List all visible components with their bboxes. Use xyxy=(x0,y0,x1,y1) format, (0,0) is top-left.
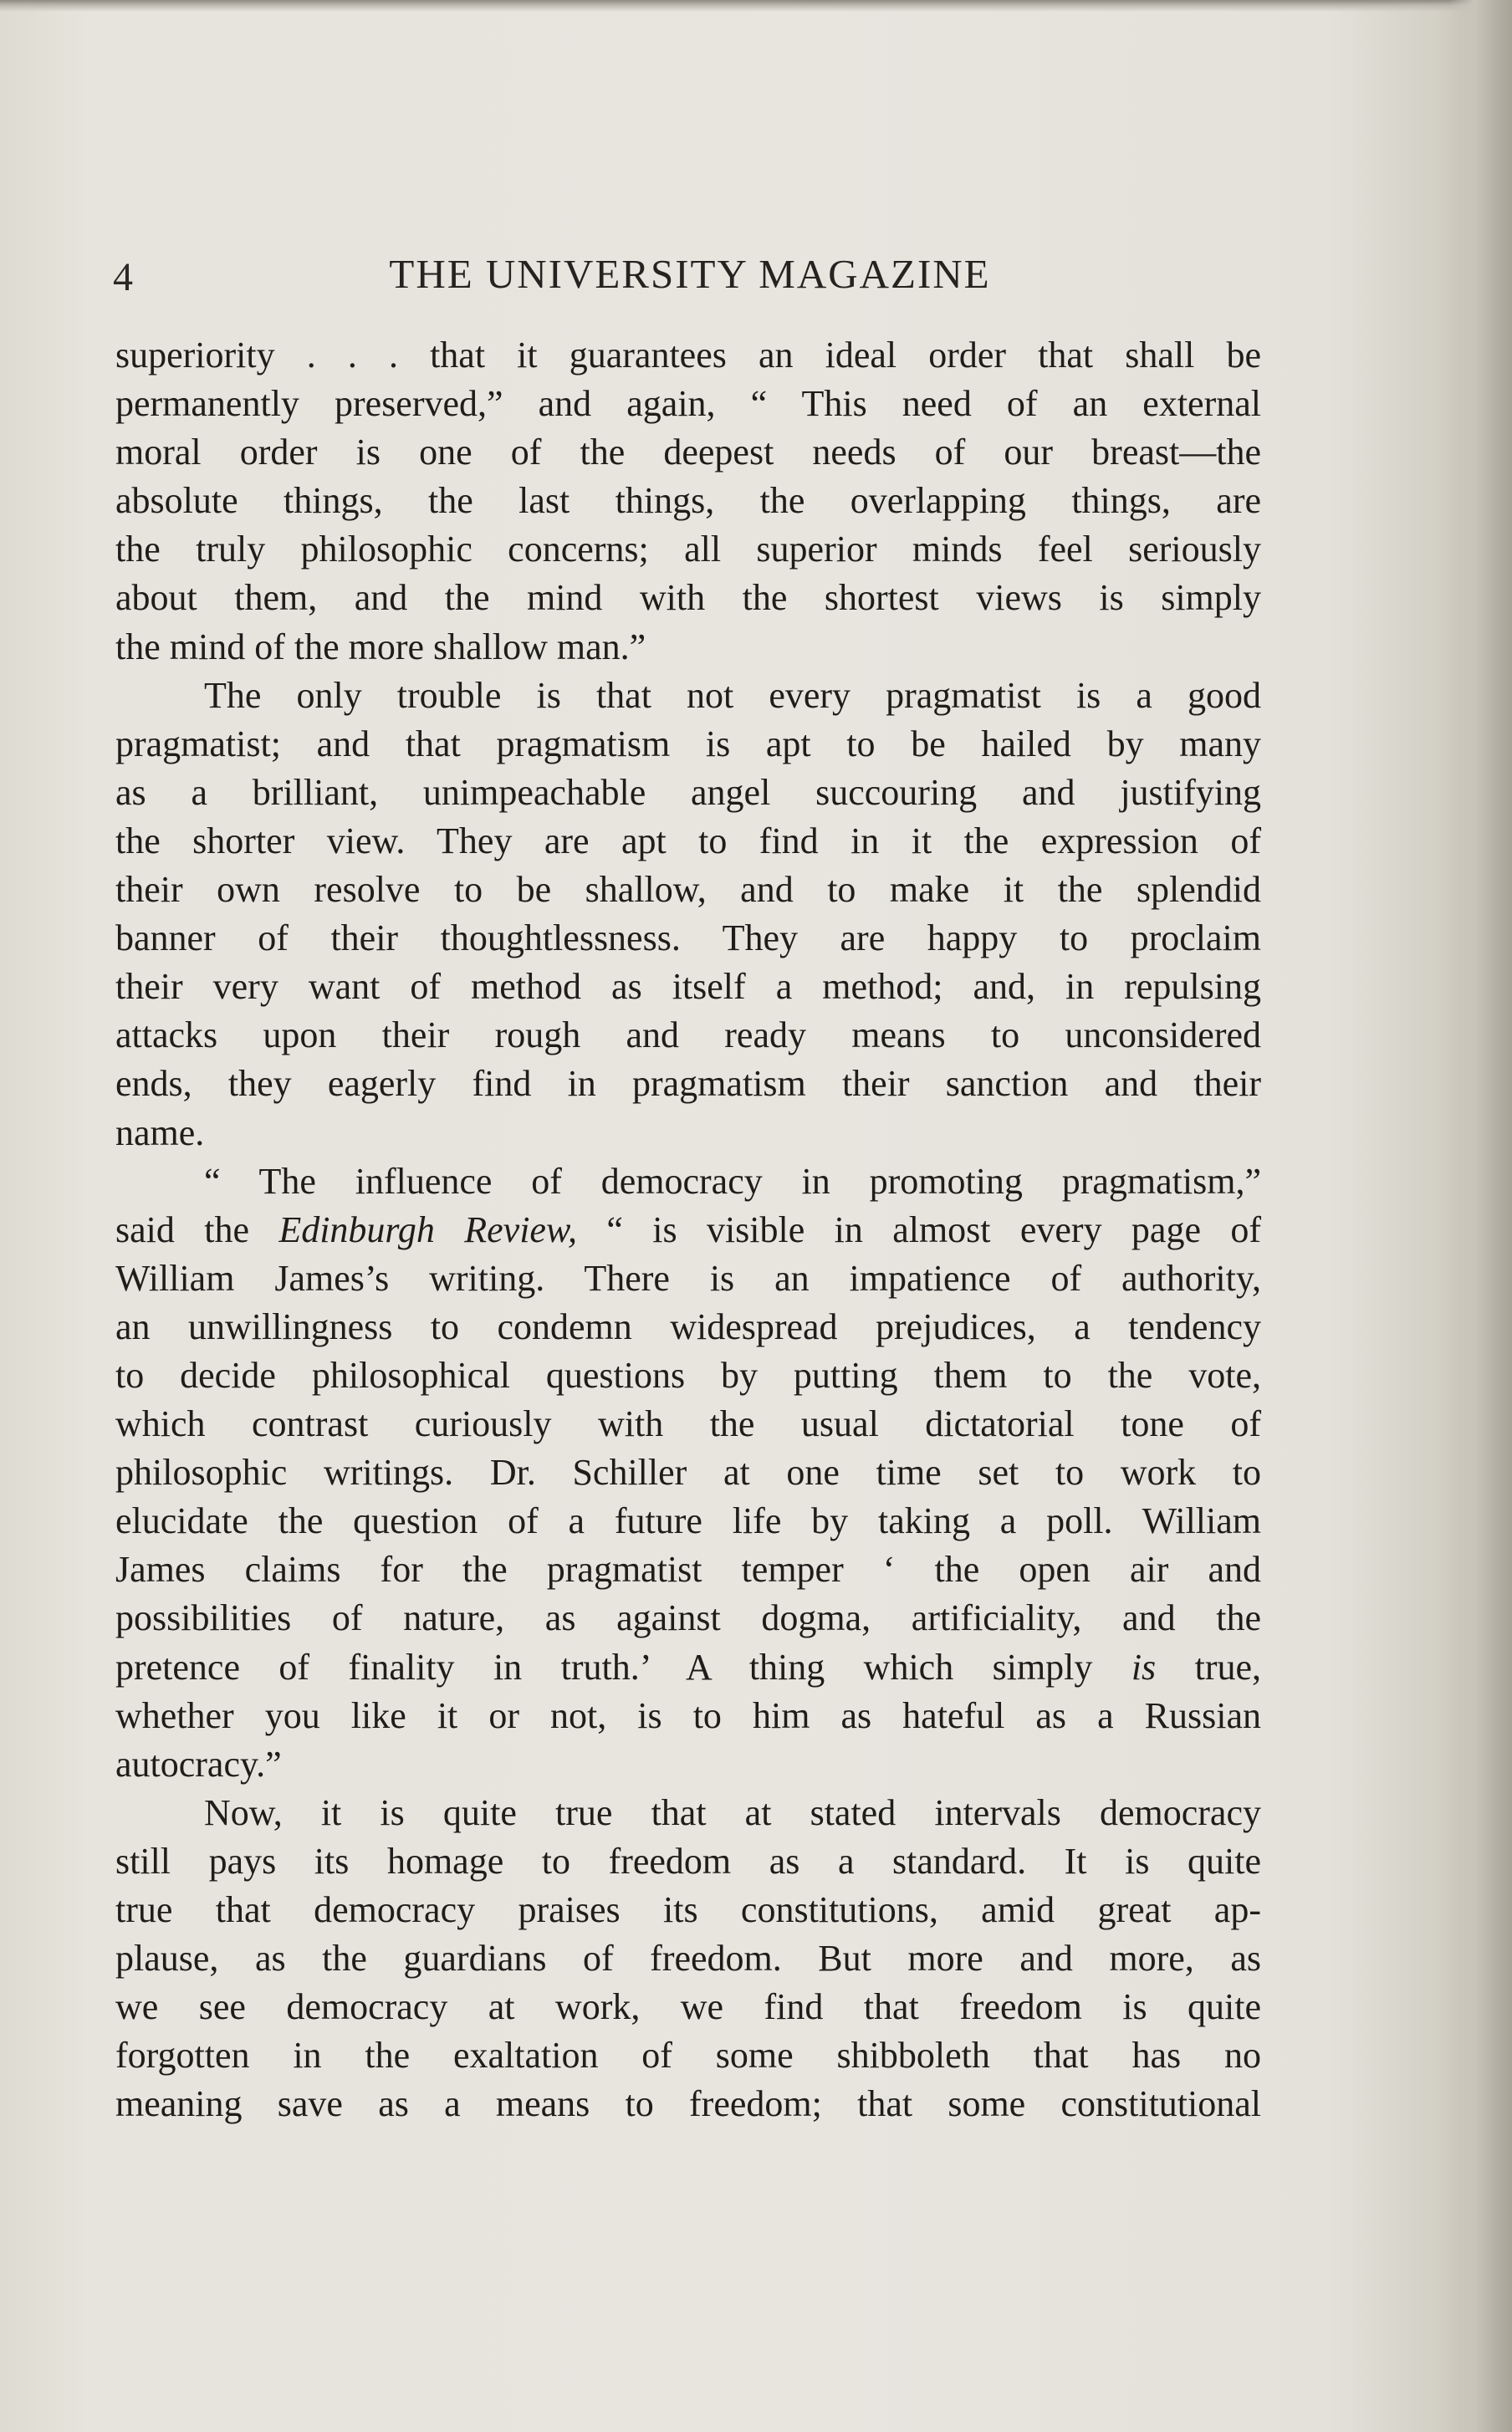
text-line: as a brilliant, unimpeachable angel succouring and justifying xyxy=(115,771,1261,813)
text-line: their very want of method as itself a method; and, in repulsing xyxy=(115,966,1261,1008)
text-line: which contrast curiously with the usual dictatorial tone of xyxy=(115,1403,1261,1445)
text-line: attacks upon their rough and ready means to unconsidered xyxy=(115,1014,1261,1056)
page-header xyxy=(113,249,1267,308)
text-line: an unwillingness to condemn widespread prejudices, a tendency xyxy=(115,1305,1261,1347)
text-line: elucidate the question of a future life by taking a poll. William xyxy=(115,1500,1261,1542)
text-line: banner of their thoughtlessness. They are happy to proclaim xyxy=(115,917,1261,959)
text-line: ends, they eagerly find in pragmatism their sanction and their xyxy=(115,1063,1261,1105)
text-line: Now, it is quite true that at stated intervals democracy xyxy=(204,1791,1261,1833)
text-line: moral order is one of the deepest needs of our breast—the xyxy=(115,432,1261,473)
text-line: pragmatist; and that pragmatism is apt to be hailed by many xyxy=(115,723,1261,764)
text-line: philosophic writings. Dr. Schiller at one time set to work to xyxy=(115,1452,1261,1494)
text-line: superiority . . . that it guarantees an ideal order that shall be xyxy=(115,335,1261,376)
text-line: name. xyxy=(115,1111,205,1153)
text-line: whether you like it or not, is to him as hateful as a Russian xyxy=(115,1694,1261,1736)
italic-title: Edinburgh Review, xyxy=(278,1208,578,1250)
page-top-edge xyxy=(0,0,1512,12)
italic-word: is xyxy=(1131,1646,1157,1688)
text-line: the mind of the more shallow man.” xyxy=(115,626,646,667)
text-line: forgotten in the exaltation of some shibboleth that has no xyxy=(115,2035,1261,2077)
text-line: said the Edinburgh Review, “ is visible in almost every page of xyxy=(115,1208,1261,1250)
text-line: we see democracy at work, we find that freedom is quite xyxy=(115,1986,1261,2028)
text-line: to decide philosophical questions by putting them to the vote, xyxy=(115,1354,1261,1396)
text-line: “ The influence of democracy in promoting pragmatism,” xyxy=(204,1160,1261,1202)
text-line: about them, and the mind with the shortest views is simply xyxy=(115,577,1261,619)
text-line: William James’s writing. There is an impatience of authority, xyxy=(115,1257,1261,1299)
text-line: the shorter view. They are apt to find in it the expression of xyxy=(115,820,1261,861)
body-text xyxy=(115,331,1261,2128)
text-line: absolute things, the last things, the overlapping things, are xyxy=(115,480,1261,522)
page-spine-shadow xyxy=(1449,0,1512,2432)
text-line: true that democracy praises its constitutions, amid great ap- xyxy=(115,1889,1261,1930)
text-line: still pays its homage to freedom as a standard. It is quite xyxy=(115,1840,1261,1882)
text-line: plause, as the guardians of freedom. But more and more, as xyxy=(115,1938,1261,1980)
text-line: permanently preserved,” and again, “ This need of an external xyxy=(115,383,1261,425)
text-line: meaning save as a means to freedom; that some constitutional xyxy=(115,2083,1261,2125)
text-line: James claims for the pragmatist temper ‘ the open air and xyxy=(115,1549,1261,1591)
page-number: 4 xyxy=(113,255,133,299)
text-line: their own resolve to be shallow, and to make it the splendid xyxy=(115,869,1261,911)
text-line: autocracy.” xyxy=(115,1743,282,1785)
text-line: The only trouble is that not every pragmatist is a good xyxy=(204,674,1261,716)
running-head: THE UNIVERSITY MAGAZINE xyxy=(389,251,991,297)
text-line: the truly philosophic concerns; all superior minds feel seriously xyxy=(115,529,1261,570)
text-line: possibilities of nature, as against dogma, artificiality, and the xyxy=(115,1597,1261,1639)
text-line: pretence of finality in truth.’ A thing which simply is true, xyxy=(115,1646,1262,1688)
